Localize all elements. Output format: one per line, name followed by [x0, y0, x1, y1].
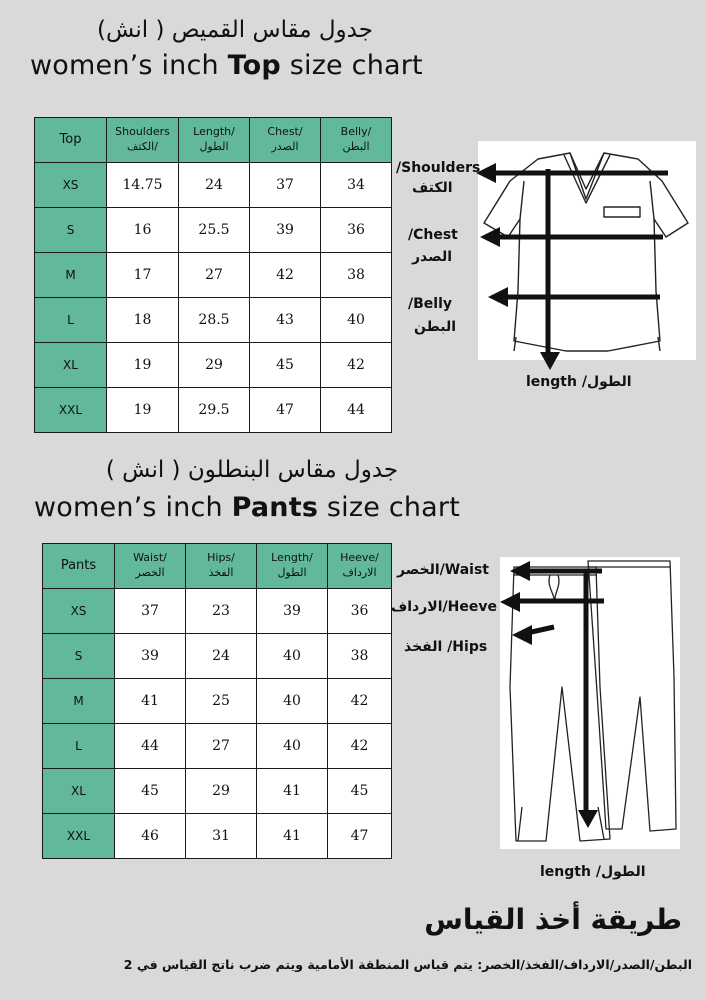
- pants-drawing-icon: [500, 557, 680, 849]
- top-header-size: Top: [35, 118, 107, 163]
- table-row: [43, 769, 392, 814]
- chest-label: /Chest: [408, 227, 458, 243]
- size-cell: XL: [43, 769, 115, 814]
- hips-arrow-icon: [510, 624, 536, 646]
- size-cell: S: [43, 634, 115, 679]
- top-title-english: [30, 50, 423, 81]
- value-cell: 31: [186, 814, 257, 859]
- pants-length-label: length /الطول: [540, 864, 646, 880]
- pants-header-size: Pants: [43, 544, 115, 589]
- value-cell: 29: [186, 769, 257, 814]
- how-to-measure-text: البطن/الصدر/الارداف/الفخذ/الخصر: يتم قياس المنطقة الأمامية ويتم ضرب ناتج القياس في 2: [123, 957, 692, 972]
- top-header-shoulders: Shoulders الكتف/: [107, 118, 179, 163]
- value-cell: 44: [321, 388, 392, 433]
- value-cell: 34: [321, 163, 392, 208]
- shoulders-label-ar: الكتف: [412, 180, 453, 196]
- value-cell: 24: [186, 634, 257, 679]
- value-cell: 45: [328, 769, 392, 814]
- value-cell: 40: [257, 634, 328, 679]
- pants-title-arabic: جدول مقاس البنطلون ( انش ): [105, 457, 399, 483]
- how-to-measure-title: طريقة أخذ القياس: [424, 903, 682, 936]
- pants-header-waist: Waist/ الخصر: [115, 544, 186, 589]
- belly-arrow-icon: [486, 286, 516, 308]
- value-cell: 42: [250, 253, 321, 298]
- value-cell: 46: [115, 814, 186, 859]
- top-header-chest: Chest/ الصدر: [250, 118, 321, 163]
- pants-title-post: size chart: [318, 492, 461, 523]
- value-cell: 16: [107, 208, 179, 253]
- top-header-length: Length/ الطول: [179, 118, 250, 163]
- chest-arrow-icon: [478, 226, 508, 248]
- top-title-pre: women’s inch: [30, 50, 228, 81]
- pants-size-table: [42, 543, 392, 859]
- table-row: [35, 163, 392, 208]
- size-cell: XXL: [43, 814, 115, 859]
- top-size-table: [34, 117, 392, 433]
- table-row: [43, 814, 392, 859]
- value-cell: 44: [115, 724, 186, 769]
- size-cell: XS: [35, 163, 107, 208]
- value-cell: 47: [250, 388, 321, 433]
- size-cell: XL: [35, 343, 107, 388]
- value-cell: 40: [257, 679, 328, 724]
- length-arrow-icon: [538, 350, 562, 372]
- value-cell: 28.5: [179, 298, 250, 343]
- value-cell: 37: [250, 163, 321, 208]
- pants-title-english: [34, 492, 460, 523]
- table-row: [35, 253, 392, 298]
- value-cell: 38: [328, 634, 392, 679]
- heeve-label: الارداف/Heeve: [391, 599, 497, 615]
- size-cell: M: [43, 679, 115, 724]
- value-cell: 29: [179, 343, 250, 388]
- size-cell: XS: [43, 589, 115, 634]
- value-cell: 25: [186, 679, 257, 724]
- table-row: [35, 343, 392, 388]
- pants-header-hips: Hips/ الفخذ: [186, 544, 257, 589]
- value-cell: 23: [186, 589, 257, 634]
- value-cell: 36: [328, 589, 392, 634]
- value-cell: 27: [179, 253, 250, 298]
- table-row: [43, 679, 392, 724]
- value-cell: 14.75: [107, 163, 179, 208]
- value-cell: 39: [250, 208, 321, 253]
- value-cell: 47: [328, 814, 392, 859]
- value-cell: 18: [107, 298, 179, 343]
- shoulders-label: /Shoulders: [396, 160, 481, 176]
- size-cell: L: [43, 724, 115, 769]
- value-cell: 41: [115, 679, 186, 724]
- size-cell: XXL: [35, 388, 107, 433]
- top-title-post: size chart: [280, 50, 423, 81]
- value-cell: 42: [328, 724, 392, 769]
- size-cell: S: [35, 208, 107, 253]
- table-row: [43, 724, 392, 769]
- table-row: [43, 634, 392, 679]
- hips-label: الفخذ /Hips: [404, 639, 488, 655]
- pants-header-length: Length/ الطول: [257, 544, 328, 589]
- top-length-label: length /الطول: [526, 374, 632, 390]
- value-cell: 40: [321, 298, 392, 343]
- size-cell: M: [35, 253, 107, 298]
- value-cell: 36: [321, 208, 392, 253]
- table-row: [43, 589, 392, 634]
- value-cell: 40: [257, 724, 328, 769]
- table-row: [35, 298, 392, 343]
- value-cell: 19: [107, 343, 179, 388]
- value-cell: 41: [257, 814, 328, 859]
- table-row: [35, 208, 392, 253]
- value-cell: 39: [257, 589, 328, 634]
- heeve-arrow-icon: [498, 591, 524, 613]
- pants-length-arrow-icon: [576, 808, 600, 830]
- value-cell: 27: [186, 724, 257, 769]
- value-cell: 17: [107, 253, 179, 298]
- size-cell: L: [35, 298, 107, 343]
- top-title-arabic: جدول مقاس القميص ( انش): [97, 17, 373, 43]
- pants-illustration: [500, 557, 680, 849]
- pants-header-heeve: Heeve/ الارداف: [328, 544, 392, 589]
- pants-title-pre: women’s inch: [34, 492, 232, 523]
- value-cell: 45: [250, 343, 321, 388]
- waist-arrow-icon: [508, 560, 534, 582]
- value-cell: 24: [179, 163, 250, 208]
- belly-label-ar: البطن: [414, 319, 457, 335]
- value-cell: 41: [257, 769, 328, 814]
- value-cell: 37: [115, 589, 186, 634]
- belly-label: /Belly: [408, 296, 453, 312]
- top-header-belly: Belly/ البطن: [321, 118, 392, 163]
- table-row: [35, 388, 392, 433]
- value-cell: 25.5: [179, 208, 250, 253]
- value-cell: 29.5: [179, 388, 250, 433]
- pants-title-bold: Pants: [231, 492, 319, 523]
- value-cell: 38: [321, 253, 392, 298]
- value-cell: 42: [328, 679, 392, 724]
- shirt-drawing-icon: [478, 141, 696, 360]
- value-cell: 19: [107, 388, 179, 433]
- value-cell: 39: [115, 634, 186, 679]
- top-title-bold: Top: [227, 50, 281, 81]
- value-cell: 45: [115, 769, 186, 814]
- shirt-illustration: [478, 141, 696, 360]
- waist-label: الخصر/Waist: [397, 562, 489, 578]
- value-cell: 43: [250, 298, 321, 343]
- value-cell: 42: [321, 343, 392, 388]
- chest-label-ar: الصدر: [412, 249, 452, 265]
